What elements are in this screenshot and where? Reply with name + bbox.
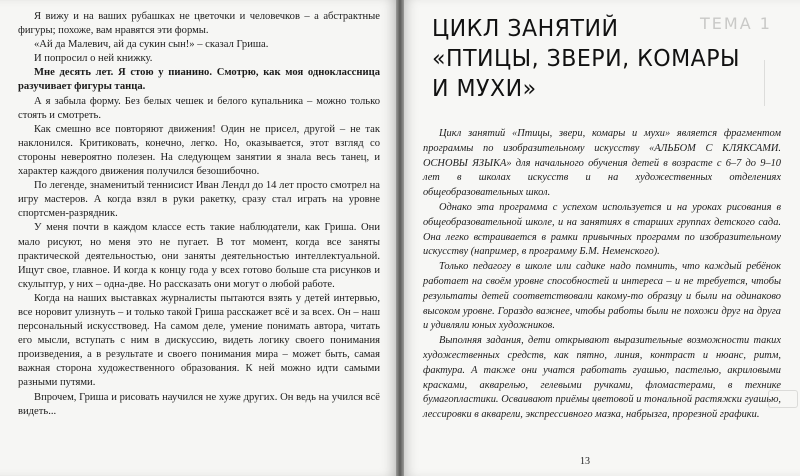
left-paragraph: По легенде, знаменитый теннисист Иван Лендл до 14 лет просто смотрел на игру мастеров. А когда взял в руки ракетку, сразу стал играть на уровне спортсмен-разрядник. <box>18 180 380 220</box>
title-line: «ПТИЦЫ, ЗВЕРИ, КОМАРЫ <box>432 46 740 72</box>
title-line: ЦИКЛ ЗАНЯТИЙ <box>432 16 619 42</box>
right-page-text <box>423 127 781 423</box>
page-number: 13 <box>580 456 590 467</box>
book-gutter <box>396 0 404 476</box>
left-paragraph-bold: Мне десять лет. Я стою у пианино. Смотрю, как моя одноклассница разучивает фигуры танца. <box>18 67 380 93</box>
faint-decoration <box>764 60 795 106</box>
left-paragraph: Как смешно все повторяют движения! Один не присел, другой – не так наклонился. Критиковать, конечно, легко. Но, оказывается, этот взгляд со стороны невероятно полезен. На следующем занятии я знала весь танец, и характер каждого движения получился безошибочно. <box>18 123 380 178</box>
left-paragraph: Впрочем, Гриша и рисовать научился не хуже других. Он ведь на учился всё видеть... <box>18 391 380 417</box>
right-paragraph: Только педагогу в школе или садике надо помнить, что каждый ребёнок работает на своём уровне способностей и интереса – и не требуется, чтобы результаты детей соответствовали какому-то образцу и были на одинаково высоком уровне. Гораздо важнее, чтобы работы были не похожи друг на друга и удивляли юных художников. <box>423 261 781 332</box>
left-paragraph: Когда на наших выставках журналисты пытаются взять у детей интервью, все норовит улизнуть – и только такой Гриша расскажет всё и за всех. Он – наш персональный искусствовед. На самом деле, умение понимать автора, читать его мысли, вступать с ним в дискуссию, видеть логику своего понимания произведения, а в результате и своего понимания мира – может быть, самая важная сторона художественного образования. К ней можно идти самыми разными путями. <box>18 292 380 389</box>
left-paragraph: У меня почти в каждом классе есть такие наблюдатели, как Гриша. Они мало рисуют, но меня это не пугает. В тот момент, когда все заняты практической деятельностью, они заняты деятельностью интеллектуальной. Ищут свое, главное. И когда к концу года у всех готово больше ста рисунков и скульптур, у них – одна-две. Но рассказать они могут о любой работе. <box>18 222 380 290</box>
title-line: И МУХИ» <box>432 76 537 102</box>
left-paragraph: А я забыла форму. Без белых чешек и белого купальника – можно только стоять и смотреть. <box>18 95 380 121</box>
right-paragraph: Цикл занятий «Птицы, звери, комары и мухи» является фрагментом программы по изобразительному искусству «АЛЬБОМ С КЛЯКСАМИ. ОСНОВЫ ЯЗЫКА» для начального обучения детей в возрасте с 6–7 до 9–10 лет в школах искусств и на художественных отделениях общеобразовательных школ. <box>423 128 781 199</box>
left-paragraph: И попросил о ней книжку. <box>34 53 153 65</box>
left-paragraph: «Ай да Малевич, ай да сукин сын!» – сказал Гриша. <box>34 39 269 51</box>
faint-header: ТЕМА 1 <box>700 14 772 33</box>
page-title <box>432 14 768 104</box>
faint-decoration <box>768 390 798 408</box>
left-page-text <box>18 10 380 419</box>
right-paragraph: Выполняя задания, дети открывают выразительные возможности таких художественных средств, как пятно, линия, контраст и нюанс, ритм, фактура. А также они учатся работать гуашью, пастелью, акриловыми красками, акварелью, гелевыми ручками, фломастерами, в технике бумагопластики. Осваивают приёмы цветовой и тональной растяжки гуашью, лессировки в акварели, экспрессивного мазка, набрызга, прорезной графики. <box>423 335 781 421</box>
right-paragraph: Однако эта программа с успехом используется и на уроках рисования в общеобразовательной школе, и на занятиях в старших группах детского сада. Она легко встраивается в рамки привычных программ по изобразительному искусству (например, в программу Б.М. Неменского). <box>423 201 781 258</box>
left-paragraph: Я вижу и на ваших рубашках не цветочки и человечков – а абстрактные фигуры; похоже, вам нравятся эти формы. <box>18 11 380 37</box>
